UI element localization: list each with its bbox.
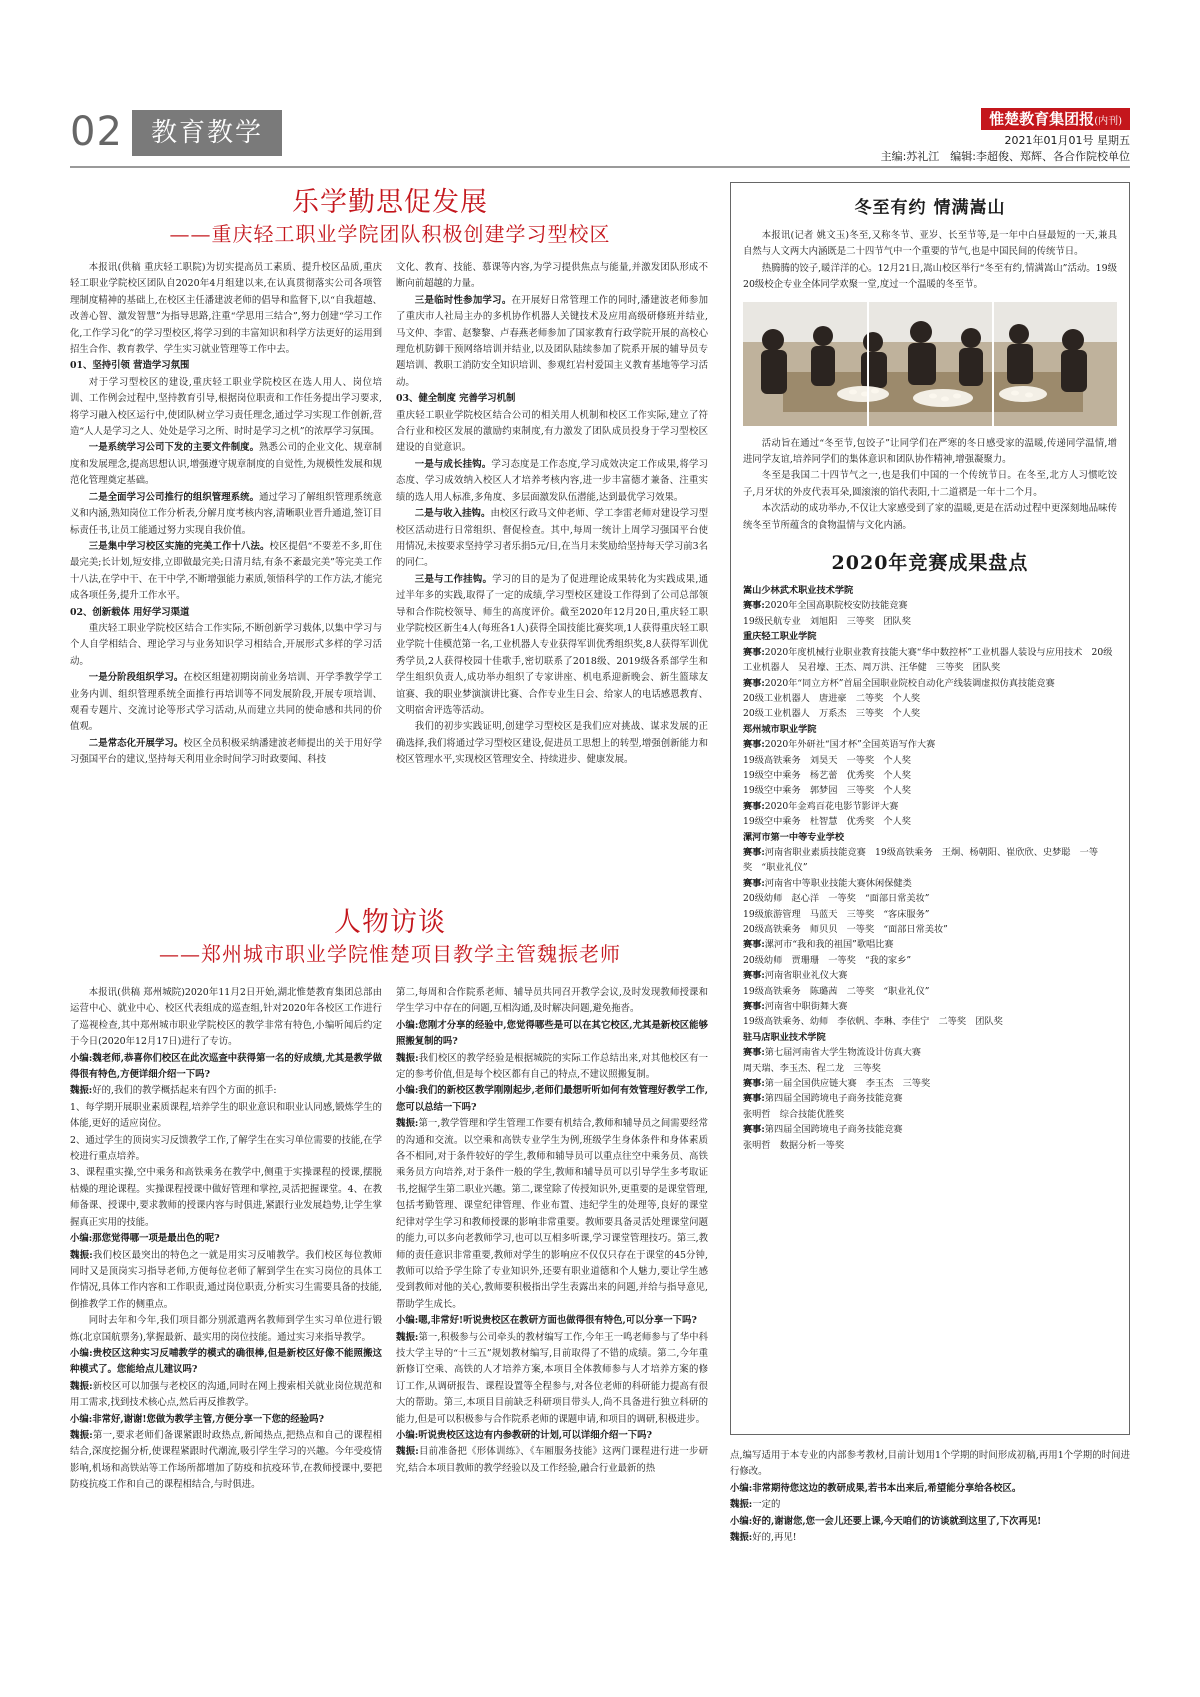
interview-question	[730, 1514, 1130, 1530]
event-label: 赛事:	[743, 877, 765, 889]
school-name: 郑州城市职业学院	[743, 723, 817, 735]
body-paragraph: 活动旨在通过“冬至节,包饺子”让同学们在严寒的冬日感受家的温暖,传递同学温情,增进同学友谊,培养同学们的集体意识和团队协作精神,增强凝聚力。	[743, 437, 1117, 466]
event-label: 赛事:	[743, 800, 765, 812]
question-text: 小编:好的,谢谢您,您一会儿还要上课,今天咱们的访谈就到这里了,下次再见!	[730, 1515, 1042, 1527]
article2-column-left	[70, 985, 382, 1494]
speaker-label: 魏振:	[730, 1532, 753, 1544]
result-row	[743, 753, 1117, 768]
school-name: 驻马店职业技术学院	[743, 1031, 826, 1043]
result-row	[743, 737, 1117, 752]
event-label: 赛事:	[743, 646, 765, 658]
result-text: 20级幼师 贾珊珊 一等奖 “我的家乡”	[743, 954, 912, 966]
interview-answer	[396, 1330, 708, 1428]
speaker-label: 魏振:	[70, 1429, 93, 1441]
section-subheading: 01、坚持引领 营造学习氛围	[70, 360, 190, 372]
dumpling-event-photo	[743, 302, 1117, 426]
speaker-label: 魏振:	[396, 1052, 419, 1064]
result-row	[743, 1138, 1117, 1153]
school-name: 漯河市第一中等专业学校	[743, 831, 845, 843]
result-text: 19级高铁乘务 刘昊天 一等奖 个人奖	[743, 754, 911, 766]
result-row	[743, 1014, 1117, 1029]
body-paragraph	[70, 736, 382, 769]
body-paragraph: 文化、教育、技能、慕课等内容,为学习提供焦点与能量,并激发团队形成不断向前超越的力量。	[396, 262, 708, 290]
result-text: 19级旅游管理 马蓝天 三等奖 “客床服务”	[743, 908, 930, 920]
result-text: 第七届河南省大学生物流设计仿真大赛	[764, 1047, 921, 1059]
body-paragraph: 冬至是我国二十四节气之一,也是我们中国的一个传统节日。在冬至,北方人习惯吃饺子,月牙状的外皮代表耳朵,圆滚滚的馅代表阳,十二道褶是一年十二个月。	[743, 470, 1117, 498]
result-row	[743, 1122, 1117, 1137]
result-row	[743, 922, 1117, 937]
question-text: 小编:非常好,谢谢!您做为教学主管,方便分享一下您的经验吗?	[70, 1413, 324, 1425]
interview-question	[70, 1412, 382, 1428]
interview-answer	[396, 1116, 708, 1313]
interview-answer	[730, 1530, 1130, 1546]
school-name: 重庆轻工职业学院	[743, 631, 817, 643]
result-text: 2020年度机械行业职业教育技能大赛“华中数控杯”工业机器人装设与应用技术 20级工业机器人 吴君壕、王杰、周万洪、汪华健 三等奖 团队奖	[743, 646, 1113, 674]
speaker-label: 魏振:	[70, 1380, 93, 1392]
result-row	[743, 999, 1117, 1014]
question-text: 小编:嗯,非常好!听说贵校区在教研方面也做得很有特色,可以分享一下吗?	[396, 1315, 697, 1327]
photo-illustration	[743, 302, 1117, 426]
question-text: 小编:我们的新校区教学刚刚起步,老师们最想听听如何有效管理好教学工作,您可以总结一下吗?	[396, 1085, 708, 1113]
speaker-label: 魏振:	[70, 1249, 93, 1261]
body-paragraph: 本报讯(供稿 郑州城院)2020年11月2日开始,湖北惟楚教育集团总部由运营中心、就业中心、校区代表组成的巡查组,针对2020年各校区工作进行了巡视检查,其中郑州城市职业学院校区的教学非常有特色,小编听闻后约定于今日(2020年12月17日)进行了专访。	[70, 987, 382, 1048]
interview-question	[70, 1051, 382, 1084]
result-row	[743, 614, 1117, 629]
result-row	[743, 1091, 1117, 1106]
result-text: 张明哲 综合技能优胜奖	[743, 1108, 845, 1120]
result-text: 第四届全国跨境电子商务技能竞赛	[764, 1093, 903, 1105]
result-text: 19级高铁乘务、幼师 李依帆、李琳、李佳宁 二等奖 团队奖	[743, 1016, 1003, 1028]
body-paragraph	[396, 572, 708, 720]
page-number: 02	[70, 109, 123, 155]
article1-headline	[70, 186, 710, 248]
question-text: 小编:您刚才分享的经验中,您觉得哪些是可以在其它校区,尤其是新校区能够照搬复制的吗?	[396, 1019, 708, 1048]
body-paragraph	[396, 293, 708, 391]
result-row	[743, 598, 1117, 613]
speaker-label: 魏振:	[730, 1499, 753, 1511]
event-label: 赛事:	[743, 600, 765, 612]
result-text: 河南省中职街舞大赛	[764, 1001, 848, 1013]
answer-text: 我们校区的教学经验是根据城院的实际工作总结出来,对其他校区有一定的参考价值,但是每个校区都有自己的特点,不建议照搬复制。	[396, 1052, 709, 1081]
paragraph-text: 在开展好日常管理工作的同时,潘建波老师参加了重庆市人社局主办的多机协作机器人关键技术及应用高级研修班并结业,马文仲、李雷、赵黎黎、卢春燕老师参加了国家教育行政学院开展的高校心理危机防御干预网络培训并结业,以及团队陆续参加了院系开展的辅导员专题培训、教职工消防安全知识培训、参观红岩村爱国主义教育基地等学习活动。	[396, 294, 708, 388]
result-row	[743, 1076, 1117, 1091]
question-text: 小编:非常期待您这边的教研成果,若书本出来后,希望能分享给各校区。	[730, 1482, 1022, 1494]
paragraph-text: 校区提倡“不要差不多,盯住最完美;长计划,短安排,立即做最完美;日清月结,有条不紊最完美”等完美工作十八法,在学中干、在干中学,不断增强能力素质,领悟科学的工作方法,才能完成各项任务,提升工作水平。	[70, 540, 382, 602]
issue-date: 2021年01月01号 星期五	[1004, 134, 1130, 147]
article1-title: 乐学勤思促发展	[292, 187, 488, 218]
body-paragraph: 3、课程重实操,空中乘务和高铁乘务在教学中,侧重于实操课程的授课,摆脱枯燥的理论课程。实操课程授课中做好管理和掌控,灵活把握课堂。4、在教师备课、授课中,要求教师的授课内容与时俱进,紧跟行业发展趋势,让学生掌握真正实用的技能。	[70, 1167, 382, 1228]
body-paragraph	[70, 490, 382, 539]
question-text: 小编:那您觉得哪一项是最出色的呢?	[70, 1233, 220, 1245]
result-text: 漯河市“我和我的祖国”歌唱比赛	[764, 939, 894, 951]
event-label: 赛事:	[743, 1124, 765, 1136]
answer-text: 好的,再见!	[752, 1532, 797, 1544]
masthead-tag: (内刊)	[1094, 116, 1122, 127]
paragraph-lead: 一是分阶段组织学习。	[88, 672, 184, 684]
body-paragraph: 2、通过学生的顶岗实习反馈教学工作,了解学生在实习单位需要的技能,在学校进行重点培养。	[70, 1134, 382, 1163]
interview-question	[396, 1083, 708, 1116]
paragraph-text: 在校区组建初期岗前业务培训、开学季教学学工业务内训、组织管理系统全面推行再培训等不同发展阶段,开展专项培训、观看专题片、交流讨论等形式学习活动,从而建立共同的使命感和共同的价值观。	[70, 672, 382, 733]
interview-answer	[730, 1497, 1130, 1513]
interview-question	[396, 1313, 708, 1329]
paragraph-text: 通过学习了解组织管理系统意义和内涵,熟知岗位工作分析表,分解月度考核内容,清晰职业晋升通道,签订目标责任书,让员工能通过努力实现自我价值。	[70, 491, 382, 536]
event-label: 赛事:	[743, 1093, 765, 1105]
interview-question	[70, 1346, 382, 1379]
answer-text: 我们校区最突出的特色之一就是用实习反哺教学。我们校区每位教师同时又是顶岗实习指导老师,方便每位老师了解到学生在实习岗位的具体工作情况,具体工作内容和工作职责,通过岗位职责,分析实习生需要具备的技能,倒推教学工作的侧重点。	[70, 1249, 382, 1310]
result-row	[743, 845, 1117, 876]
result-text: 2020年全国高职院校安防技能竞赛	[764, 600, 908, 612]
body-paragraph: 1、每学期开展职业素质课程,培养学生的职业意识和职业认同感,锻炼学生的体能,更好的适应岗位。	[70, 1101, 382, 1130]
article2-headline	[70, 906, 710, 968]
result-text: 河南省中等职业技能大赛休闲保健类	[764, 877, 912, 889]
interview-answer	[70, 1248, 382, 1314]
interview-question	[730, 1481, 1130, 1497]
result-row	[743, 891, 1117, 906]
interview-answer	[70, 1428, 382, 1494]
article1-subtitle: ——重庆轻工职业学院团队积极创建学习型校区	[169, 222, 611, 246]
result-row	[743, 799, 1117, 814]
answer-text: 一定的	[752, 1499, 781, 1511]
paragraph-lead: 一是系统学习公司下发的主要文件制度。	[88, 442, 260, 454]
paragraph-lead: 三是与工作挂钩。	[414, 573, 493, 585]
section-label: 教育教学	[132, 110, 282, 156]
result-row	[743, 676, 1117, 691]
question-text: 小编:贵校区这种实习反哺教学的模式的确很棒,但是新校区好像不能照搬这种模式了。您能给点儿建议吗?	[70, 1347, 382, 1376]
answer-text: 第一,教学管理和学生管理工作要有机结合,教师和辅导员之间需要经常的沟通和交流。以空乘和高铁专业学生为例,班级学生身体条件和身体素质各不相同,对于条件较好的学生,教师和辅导员可以重点往空中乘务员、高铁乘务员方向培养,对于条件一般的学生,教师和辅导员可以引导学生多考取证书,挖掘学生第二职业兴趣。第二,课堂除了传授知识外,更重要的是课堂管理,包括考勤管理、课堂纪律管理、作业布置、违纪学生的处理等,良好的课堂纪律对学生学习和教师授课的影响非常重要。教师要具备灵活处理课堂问题的能力,可以多向老教师学习,也可以互相多听课,学习课堂管理技巧。第三,教师的责任意识非常重要,教师对学生的影响应不仅仅只存在于课堂的45分钟,教师可以给予学生除了专业知识外,还要有职业道德和个人魅力,要让学生感受到教师对他的关心,教师要积极指出学生表露出来的问题,并给与指导意见,帮助学生成长。	[396, 1118, 708, 1310]
speaker-label: 魏振:	[70, 1085, 93, 1097]
interview-question	[70, 1231, 382, 1247]
article2-subtitle: ——郑州城市职业学院惟楚项目教学主管魏振老师	[159, 942, 621, 966]
result-row	[743, 984, 1117, 999]
result-text: 2020年金鸡百花电影节影评大赛	[764, 800, 899, 812]
result-row	[743, 1107, 1117, 1122]
result-row	[743, 1061, 1117, 1076]
event-label: 赛事:	[743, 1078, 765, 1090]
result-row	[743, 953, 1117, 968]
paragraph-lead: 三是集中学习校区实施的完美工作十八法。	[88, 540, 270, 552]
question-text: 小编:听说贵校区这边有内参教研的计划,可以详细介绍一下吗?	[396, 1429, 652, 1441]
result-text: 第四届全国跨境电子商务技能竞赛	[764, 1124, 903, 1136]
body-paragraph: 点,编写适用于本专业的内部参考教材,目前计划用1个学期的时间形成初稿,再用1个学期的时间进行修改。	[730, 1450, 1130, 1478]
interview-answer	[396, 1051, 708, 1084]
result-text: 19级空中乘务 杜智慧 优秀奖 个人奖	[743, 816, 911, 828]
result-text: 19级高铁乘务 陈璐茜 二等奖 “职业礼仪”	[743, 985, 930, 997]
event-label: 赛事:	[743, 939, 765, 951]
answer-text: 好的,我们的教学概括起来有四个方面的抓手:	[92, 1085, 277, 1097]
question-text: 小编:魏老师,恭喜你们校区在此次巡查中获得第一名的好成绩,尤其是教学做得很有特色,方便详细介绍一下吗?	[70, 1052, 382, 1081]
paragraph-text: 校区全员积极采纳潘建波老师提出的关于用好学习强国平台的建议,坚持每天利用业余时间学习时政要闻、科技	[70, 737, 382, 766]
paragraph-text: 由校区行政马文仲老师、学工李雷老师对建设学习型校区活动进行日常组织、督促检查。其中,每周一统计上周学习强国平台使用情况,未按要求坚持学习者乐捐5元/日,在当月末奖励给坚持每天学习前3名的同仁。	[396, 508, 708, 569]
article2-title: 人物访谈	[334, 907, 446, 938]
editor-credits: 主编:苏礼江 编辑:李超俊、郑辉、各合作院校单位	[880, 150, 1130, 163]
paragraph-lead: 三是临时性参加学习。	[414, 294, 512, 306]
body-paragraph: 重庆轻工职业学院校区结合工作实际,不断创新学习载体,以集中学习与个人自学相结合、理论学习与业务知识学习相结合,开展形式多样的学习活动。	[70, 622, 382, 667]
event-label: 赛事:	[743, 846, 765, 858]
paragraph-lead: 二是与收入挂钩。	[414, 508, 491, 520]
answer-text: 第一,要求老师们备课紧跟时政热点,新闻热点,把热点和自己的课程相结合,深度挖掘分析,使课程紧跟时代潮流,吸引学生学习的兴趣。今年受疫情影响,机场和高铁站等工作场所都增加了防疫和抗疫环节,在教师授课中,要把防疫抗疫工作和自己的课程相结合,与时俱进。	[70, 1429, 382, 1491]
body-paragraph: 第二,每周和合作院系老师、辅导员共同召开教学会议,及时发现教师授课和学生学习中存在的问题,互相沟通,及时解决问题,避免拖沓。	[396, 987, 708, 1015]
body-paragraph: 本报讯(记者 姚文玉)冬至,又称冬节、亚岁、长至节等,是一年中白昼最短的一天,兼具自然与人文两大内涵既是二十四节气中一个重要的节气,也是中国民间的传统节日。	[743, 230, 1117, 258]
result-text: 河南省职业素质技能竞赛 19级高铁乘务 王炯、杨朝阳、崔欣欣、史梦聪 一等奖 “职业礼仪”	[743, 846, 1099, 874]
article1-column-right	[396, 260, 708, 769]
result-text: 20级工业机器人 唐进豪 二等奖 个人奖	[743, 692, 921, 704]
article2-continuation	[730, 1448, 1130, 1546]
result-text: 第一届全国供应链大赛 李玉杰 三等奖	[764, 1078, 931, 1090]
result-row	[743, 706, 1117, 721]
paragraph-text: 学习态度是工作态度,学习成效决定工作成果,将学习态度、学习成效纳入校区人才培养考核内容,进一步丰富德才兼备、注重实绩的选人用人标准,多角度、多层面激发队伍潜能,达到最优学习效果。	[396, 458, 708, 503]
body-paragraph: 我们的初步实践证明,创建学习型校区是我们应对挑战、谋求发展的正确选择,我们将通过学习型校区建设,促进员工思想上的转型,增强创新能力和校区管理水平,实现校区管理安全、持续进步、健康发展。	[396, 721, 708, 766]
event-label: 赛事:	[743, 739, 765, 751]
event-label: 赛事:	[743, 677, 765, 689]
result-row	[743, 937, 1117, 952]
body-paragraph	[396, 457, 708, 506]
result-text: 19级空中乘务 郭梦园 三等奖 个人奖	[743, 785, 911, 797]
body-paragraph: 对于学习型校区的建设,重庆轻工职业学院校区在选人用人、岗位培训、工作例会过程中,坚持教育引导,根据岗位职责和工作任务提出学习要求,将学习融入校区运行中,使团队树立学习责任理念,通过学习实现工作创新,营造“人人是学习之人、处处是学习之所、时时是学习之机”的浓厚学习氛围。	[70, 376, 382, 438]
body-paragraph: 热腾腾的饺子,暖洋洋的心。12月21日,嵩山校区举行“冬至有约,情满嵩山”活动。19级20级校企专业全体同学欢聚一堂,度过一个温暖的冬至节。	[743, 262, 1117, 291]
interview-answer	[70, 1379, 382, 1412]
result-row	[743, 645, 1117, 676]
interview-question	[396, 1018, 708, 1051]
interview-question	[396, 1428, 708, 1444]
answer-text: 目前准备把《形体训练》、《车厢服务技能》这两门课程进行进一步研究,结合本项目教师的教学经验以及工作经验,融合行业最新的热	[396, 1446, 708, 1474]
result-text: 19级民航专业 刘旭阳 三等奖 团队奖	[743, 615, 911, 627]
result-text: 19级空中乘务 杨艺蕾 优秀奖 个人奖	[743, 769, 911, 781]
section-subheading: 02、创新载体 用好学习渠道	[70, 606, 190, 618]
result-text: 2020年“同立方杯”首届全国职业院校自动化产线装调虚拟仿真技能竞赛	[764, 677, 1055, 689]
result-row	[743, 1045, 1117, 1060]
article1-column-left	[70, 260, 382, 769]
interview-answer	[70, 1083, 382, 1099]
body-paragraph: 重庆轻工职业学院校区结合公司的相关用人机制和校区工作实际,建立了符合行业和校区发展的激励约束制度,有力激发了团队成员投身于学习型校区建设的自觉意识。	[396, 409, 708, 454]
body-paragraph	[396, 506, 708, 572]
paragraph-lead: 二是全面学习公司推行的组织管理系统。	[88, 491, 260, 503]
result-text: 2020年外研社“国才杯”全国英语写作大赛	[764, 739, 936, 751]
paragraph-text: 熟悉公司的企业文化、规章制度和发展理念,提高思想认识,增强遵守规章制度的自觉性,为规模性发展和规范化管理奠定基础。	[70, 442, 382, 487]
event-label: 赛事:	[743, 1047, 765, 1059]
result-text: 20级高铁乘务 师贝贝 一等奖 “面部日常美妆”	[743, 924, 948, 935]
page-header	[70, 108, 1130, 164]
school-name: 嵩山少林武术职业技术学院	[743, 585, 854, 597]
result-row	[743, 968, 1117, 983]
winter-solstice-body	[743, 436, 1117, 534]
result-row	[743, 691, 1117, 706]
answer-text: 第一,积极参与公司牵头的教材编写工作,今年王一鸣老师参与了华中科技大学主导的“十三五”规划教材编写,目前取得了不错的成绩。第二,今年重新修订空乘、高铁的人才培养方案,本项目全体教师参与人才培养方案的修订工作,从调研报告、课程设置等全程参与,对各位老师的科研能力提高有很大的帮助。第三,本项目目前缺乏科研项目带头人,尚不具备进行独立科研的能力,但是可以积极参与合作院系老师的课题申请,和项目的调研,积极进步。	[396, 1331, 708, 1425]
sidebar-box	[730, 182, 1130, 1435]
body-paragraph: 同时去年和今年,我们项目都分别派遣两名教师到学生实习单位进行锻炼(北京国航票务),掌握最新、最实用的岗位技能。通过实习来指导教学。	[70, 1315, 382, 1343]
interview-answer	[396, 1444, 708, 1477]
winter-solstice-title: 冬至有约 情满嵩山	[854, 198, 1006, 218]
result-row	[743, 814, 1117, 829]
speaker-label: 魏振:	[396, 1331, 419, 1343]
result-text: 20级幼师 赵心洋 一等奖 “面部日常美妆”	[743, 893, 930, 905]
speaker-label: 魏振:	[396, 1446, 419, 1458]
winter-solstice-intro	[743, 228, 1117, 294]
event-label: 赛事:	[743, 970, 765, 982]
answer-text: 新校区可以加强与老校区的沟通,同时在网上搜索相关就业岗位规范和用工需求,找到技术核心点,然后再反推教学。	[70, 1380, 383, 1409]
section-subheading: 03、健全制度 完善学习机制	[396, 393, 516, 405]
event-label: 赛事:	[743, 1001, 765, 1013]
speaker-label: 魏振:	[396, 1118, 419, 1130]
competition-results-list	[743, 583, 1117, 1153]
header-divider	[70, 166, 1130, 168]
paragraph-text: 学习的目的是为了促进理论成果转化为实践成果,通过半年多的实践,取得了一定的成绩,学习型校区建设工作得到了公司总部领导和合作院校领导、师生的高度评价。截至2020年12月20日,重庆轻工职业学院校区新生4人(每班各1人)获得全国技能比赛奖项,1人获得重庆轻工职业学院十佳模范第一名,工业机器人专业获得军训优秀组织奖,8人获得军训优秀学员,2人获得校园十佳歌手,密切联系了2018级、2019级各系部学生和学生组织负责人,成功举办组织了专家讲座、机电系迎新晚会、新生篮球友谊赛、我的职业梦演演讲比赛、合作专业生日会、给家人的电话感恩教育、文明宿舍评选等活动。	[396, 573, 708, 716]
paragraph-lead: 一是与成长挂钩。	[414, 458, 492, 470]
body-paragraph	[70, 670, 382, 736]
result-text: 周天瑞、李玉杰、程二龙 三等奖	[743, 1062, 881, 1074]
body-paragraph	[70, 539, 382, 605]
masthead-logo	[981, 108, 1130, 130]
article2-column-right	[396, 985, 708, 1477]
masthead-name: 惟楚教育集团报	[989, 110, 1095, 128]
result-row	[743, 876, 1117, 891]
paragraph-lead: 二是常态化开展学习。	[88, 737, 184, 749]
body-paragraph: 本报讯(供稿 重庆轻工职院)为切实提高员工素质、提升校区品质,重庆轻工职业学院校区团队自2020年4月组建以来,在认真贯彻落实公司各项管理制度精神的基础上,在校区主任潘建波老师的倡导和监督下,以“自我超越、改善心智、激发智慧”为指导思路,注重“学思用三结合”,努力创建“学习工作化,工作学习化”的学习型校区,将学习到的丰富知识和科学方法更好的运用到招生合作、教育教学、学生实习就业管理等工作中去。	[70, 262, 382, 356]
result-text: 20级工业机器人 万系杰 三等奖 个人奖	[743, 708, 921, 720]
body-paragraph	[70, 440, 382, 489]
results-title: 2020年竞赛成果盘点	[831, 552, 1029, 575]
result-row	[743, 783, 1117, 798]
result-text: 河南省职业礼仪大赛	[764, 970, 848, 982]
result-text: 张明哲 数据分析一等奖	[743, 1139, 845, 1151]
body-paragraph: 本次活动的成功举办,不仅让大家感受到了家的温暖,更是在活动过程中更深刻地品味传统冬至节所蕴含的食物温情与文化内涵。	[743, 503, 1117, 531]
result-row	[743, 907, 1117, 922]
result-row	[743, 768, 1117, 783]
